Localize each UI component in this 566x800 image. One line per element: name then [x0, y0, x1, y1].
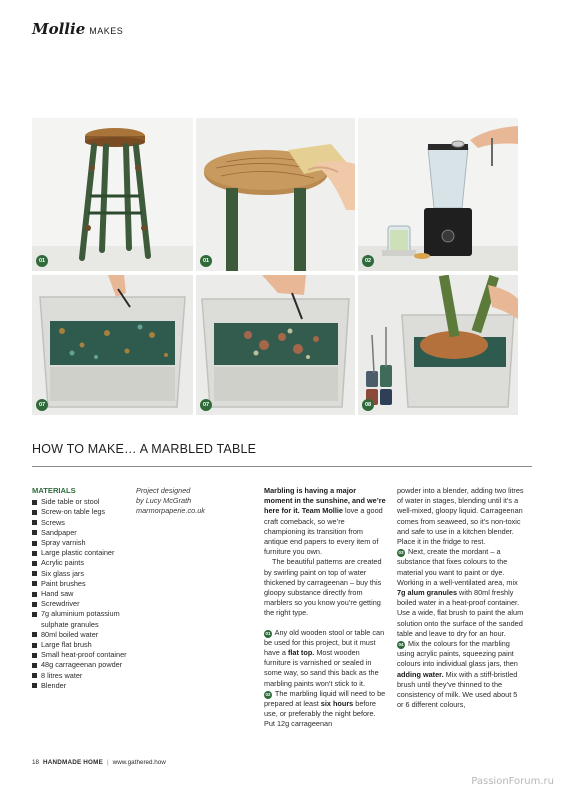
list-item: Large flat brush: [32, 640, 134, 650]
step-number-icon: 04: [398, 642, 404, 648]
step-badge: 02: [362, 255, 374, 267]
page-footer: [32, 759, 166, 766]
tray-illustration: [32, 275, 193, 415]
paragraph: The beautiful patterns are created by swirling paint on top of water thickened by carrageenan – buy this gloopy substance directly from marblers so you know you’re getting the right type.: [264, 557, 382, 618]
list-item: 8 litres water: [32, 671, 134, 681]
photo-stool: [32, 118, 193, 271]
footer-separator: |: [107, 759, 109, 766]
step-paragraph: [264, 689, 386, 730]
step-text: Any old wooden stool or table can be used for this project, but it must have a: [264, 627, 385, 658]
photo-marbling-tray: [32, 275, 193, 415]
dipping-illustration: [358, 275, 518, 415]
materials-list: [32, 497, 134, 691]
step-text: before use, or preferably the night before. Put 12g carrageenan: [264, 699, 376, 729]
watermark: PassionForum.ru: [471, 776, 554, 787]
step-badge: 08: [362, 399, 374, 411]
step-bold: 7g alum granules: [397, 588, 458, 598]
brand-logo: Mollie: [32, 20, 86, 38]
step-text: Most wooden furniture is varnished or sealed in some way, so sand this back as the marbling paints won’t stick to it.: [264, 648, 379, 688]
credit-designer: by Lucy McGrath: [136, 496, 192, 506]
step-text: Mix with a stiff-bristled brush until they’ve thinned to the consistency of milk. We used about 5 or 6 different colours,: [397, 669, 518, 710]
list-item: Small heat-proof container: [32, 650, 134, 660]
step-bold: adding water.: [397, 669, 444, 679]
materials-column: [32, 486, 134, 691]
list-item: Screw-on table legs: [32, 507, 134, 517]
project-credit: [136, 486, 246, 517]
step-text: with 80ml freshly boiled water in a heat-proof container. Use a wide, flat brush to paint the alum solution onto the surface of the sanded table and leave to dry for an hour.: [397, 588, 524, 638]
footer-url[interactable]: www.gathered.how: [112, 759, 166, 766]
article-column-1: [264, 486, 386, 730]
photo-dipping-table: [358, 275, 518, 415]
brand-section: MAKES: [89, 26, 124, 36]
masthead: [32, 20, 123, 38]
intro-bold: Marbling is having a major moment in the sunshine, and we’re here for it. Team Mollie: [264, 486, 386, 516]
list-item: 48g carrageenan powder: [32, 660, 134, 670]
photo-marbling-swirl: [196, 275, 355, 415]
step-badge: 01: [36, 255, 48, 267]
step-bold: flat top.: [287, 648, 315, 658]
photo-blender: [358, 118, 518, 271]
section-title: HOW TO MAKE… A MARBLED TABLE: [32, 442, 257, 456]
swirl-illustration: [196, 275, 355, 415]
list-item: 80ml boiled water: [32, 630, 134, 640]
magazine-name: HANDMADE HOME: [43, 759, 103, 766]
page-number: 18: [32, 759, 40, 766]
list-item: Blender: [32, 681, 134, 691]
article-column-2: [397, 486, 525, 710]
step-number-icon: 02: [265, 691, 271, 697]
list-item: Spray varnish: [32, 538, 134, 548]
step-badge: 07: [36, 399, 48, 411]
list-item: 7g aluminium potassium sulphate granules: [32, 609, 134, 629]
step-badge: 01: [200, 255, 212, 267]
step-bold: six hours: [320, 699, 354, 709]
list-item: Six glass jars: [32, 569, 134, 579]
list-item: Sandpaper: [32, 528, 134, 538]
step-paragraph: [397, 547, 525, 639]
credit-line: Project designed: [136, 486, 191, 495]
list-item: Hand saw: [32, 589, 134, 599]
sanding-illustration: [196, 118, 355, 271]
list-item: Acrylic paints: [32, 558, 134, 568]
materials-title: MATERIALS: [32, 486, 76, 495]
step-text: Next, create the mordant – a substance that fixes colours to the material you want to paint or dye. Working in a well-ventilated area, mix: [397, 547, 518, 587]
list-item: Screws: [32, 518, 134, 528]
step-badge: 07: [200, 399, 212, 411]
intro-paragraph: [264, 486, 386, 557]
list-item: Paint brushes: [32, 579, 134, 589]
paragraph: powder into a blender, adding two litres of water in stages, blending until it’s a well-mixed, gloopy liquid. Carrageenan comes from seaweed, so it’s non-toxic and safe to use in a kitchen blender. Place it in the fridge to rest.: [397, 486, 524, 547]
step-number-icon: 03: [398, 550, 404, 556]
list-item: Screwdriver: [32, 599, 134, 609]
step-text: Mix the colours for the marbling using acrylic paints, squeezing paint colours into individual glass jars, then: [397, 639, 518, 669]
photo-sanding: [196, 118, 355, 271]
stool-illustration: [32, 118, 193, 271]
blender-illustration: [358, 118, 518, 271]
list-item: Large plastic container: [32, 548, 134, 558]
intro-text: love a good craft comeback, so we’re championing its transition from antique end papers to every item of furniture you own.: [264, 506, 383, 557]
step-paragraph: [264, 628, 386, 689]
step-text: The marbling liquid will need to be prepared at least: [264, 688, 386, 709]
list-item: Side table or stool: [32, 497, 134, 507]
step-paragraph: [397, 639, 525, 710]
section-rule: [32, 466, 532, 467]
credit-website[interactable]: marmorpaperie.co.uk: [136, 506, 205, 516]
step-number-icon: 01: [265, 630, 271, 636]
